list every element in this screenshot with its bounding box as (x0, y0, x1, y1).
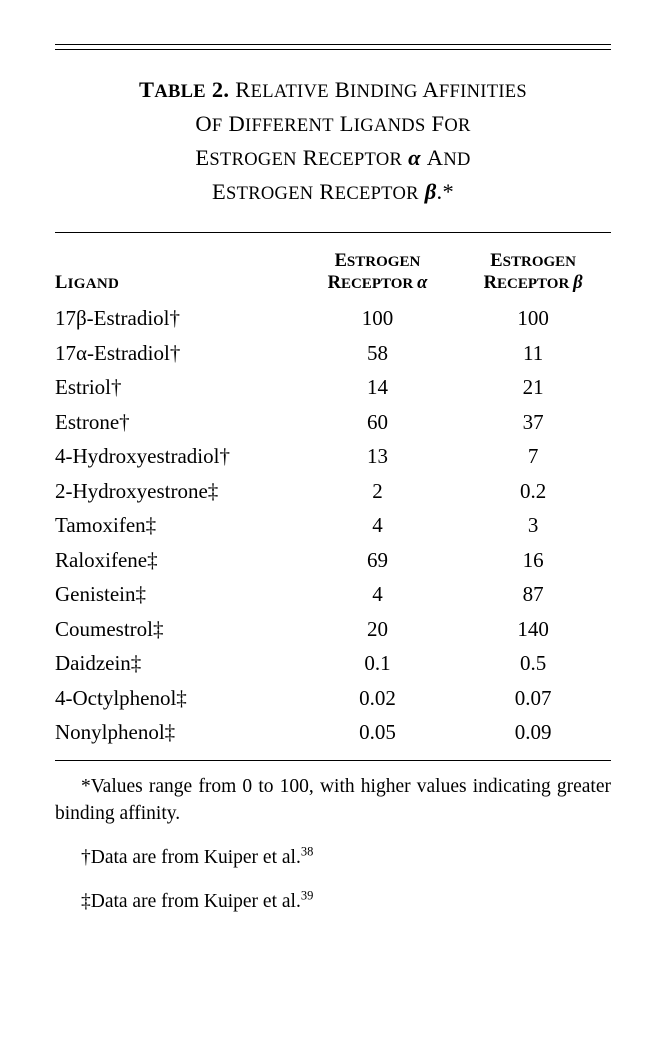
cell-ligand: Daidzein‡ (55, 651, 142, 675)
column-header-er-alpha (300, 251, 456, 301)
cell-er-alpha: 20 (366, 616, 388, 641)
footnote-dagger (55, 844, 611, 871)
cell-er-alpha: 4 (372, 582, 383, 606)
cell-er-beta: 16 (522, 547, 544, 572)
column-header-er-alpha-line1: ESTROGEN (334, 251, 421, 271)
cell-er-beta: 0.09 (514, 720, 552, 744)
table-figure (0, 44, 666, 1048)
table-row (55, 301, 611, 336)
footnote-marker: † (81, 846, 91, 868)
top-rule-inner (55, 49, 611, 50)
table-body (55, 301, 611, 750)
cell-er-alpha: 0.1 (364, 651, 391, 675)
cell-ligand: Nonylphenol‡ (55, 720, 176, 744)
cell-er-beta: 0.07 (514, 685, 552, 710)
footnote-double-dagger (55, 888, 611, 915)
cell-er-alpha: 0.02 (359, 685, 396, 710)
table-header-row (55, 251, 611, 301)
column-header-er-beta-line1: ESTROGEN (490, 251, 577, 271)
table-title-text-1: RELATIVE BINDING AFFINITIES (235, 77, 527, 102)
cell-er-beta: 11 (523, 340, 544, 365)
footnote-asterisk (55, 773, 611, 827)
column-header-er-beta-line2: RECEPTOR β (483, 273, 583, 293)
cell-ligand: Genistein‡ (55, 582, 146, 606)
cell-er-beta: 37 (522, 409, 544, 434)
table-row (55, 543, 611, 578)
cell-ligand: Estriol† (55, 375, 122, 399)
footnotes (55, 773, 611, 915)
table-row (55, 336, 611, 371)
cell-ligand: Raloxifene‡ (55, 547, 158, 572)
table-row (55, 508, 611, 543)
table-row (55, 474, 611, 509)
cell-er-beta: 87 (522, 582, 544, 606)
title-rule (55, 232, 611, 233)
cell-er-alpha: 14 (366, 375, 388, 399)
table-head (55, 251, 611, 301)
cell-er-alpha: 4 (372, 513, 383, 537)
table-row (55, 577, 611, 612)
cell-ligand: 4-Octylphenol‡ (55, 685, 187, 710)
footnote-text: Data are from Kuiper et al. (90, 846, 301, 868)
table-row (55, 439, 611, 474)
table-row (55, 612, 611, 647)
table-row (55, 405, 611, 440)
table-row (55, 681, 611, 716)
table-title-line-2: OF DIFFERENT LIGANDS FOR (195, 111, 471, 136)
table-row (55, 715, 611, 750)
cell-er-alpha: 100 (361, 306, 394, 330)
cell-ligand: 17α-Estradiol† (55, 340, 181, 365)
cell-ligand: 2-Hydroxyestrone‡ (55, 478, 219, 503)
cell-er-beta: 0.2 (520, 478, 547, 503)
cell-ligand: Tamoxifen‡ (55, 513, 157, 537)
column-header-er-beta (455, 251, 611, 301)
column-header-er-alpha-line2: RECEPTOR α (327, 273, 428, 293)
cell-er-beta: 3 (527, 513, 539, 537)
cell-er-beta: 7 (527, 444, 539, 468)
footnote-marker: ‡ (81, 890, 91, 912)
cell-er-alpha: 2 (372, 478, 383, 503)
footnote-text: Data are from Kuiper et al. (90, 890, 301, 912)
bottom-rule (55, 760, 611, 761)
table-label: TABLE 2. (139, 77, 230, 102)
cell-er-beta: 0.5 (520, 651, 547, 675)
table-title-line-4: ESTROGEN RECEPTOR β.* (211, 179, 455, 204)
top-rule-outer (55, 44, 611, 45)
footnote-reference: 38 (300, 844, 314, 858)
footnote-text: Values range from 0 to 100, with higher values indicating greater binding affinity. (55, 775, 611, 824)
table-title-line-1 (65, 74, 601, 108)
cell-ligand: Coumestrol‡ (55, 616, 164, 641)
cell-er-beta: 100 (517, 306, 549, 330)
footnote-reference: 39 (300, 888, 314, 902)
table-row (55, 646, 611, 681)
cell-er-beta: 21 (522, 375, 544, 399)
footnote-marker: * (81, 775, 91, 797)
cell-er-alpha: 69 (366, 547, 388, 572)
cell-er-alpha: 58 (366, 340, 388, 365)
cell-er-alpha: 60 (366, 409, 388, 434)
table-title (55, 74, 611, 210)
table-row (55, 370, 611, 405)
table-title-line-3: ESTROGEN RECEPTOR α AND (195, 145, 471, 170)
cell-er-alpha: 0.05 (359, 720, 396, 744)
cell-ligand: 4-Hydroxyestradiol† (55, 444, 230, 468)
binding-affinity-table (55, 251, 611, 750)
cell-er-alpha: 13 (366, 444, 388, 468)
column-header-ligand (55, 251, 300, 301)
cell-ligand: 17β-Estradiol† (55, 306, 180, 330)
cell-er-beta: 140 (517, 616, 549, 641)
cell-ligand: Estrone† (55, 409, 130, 434)
column-header-ligand-label: LIGAND (55, 273, 120, 293)
